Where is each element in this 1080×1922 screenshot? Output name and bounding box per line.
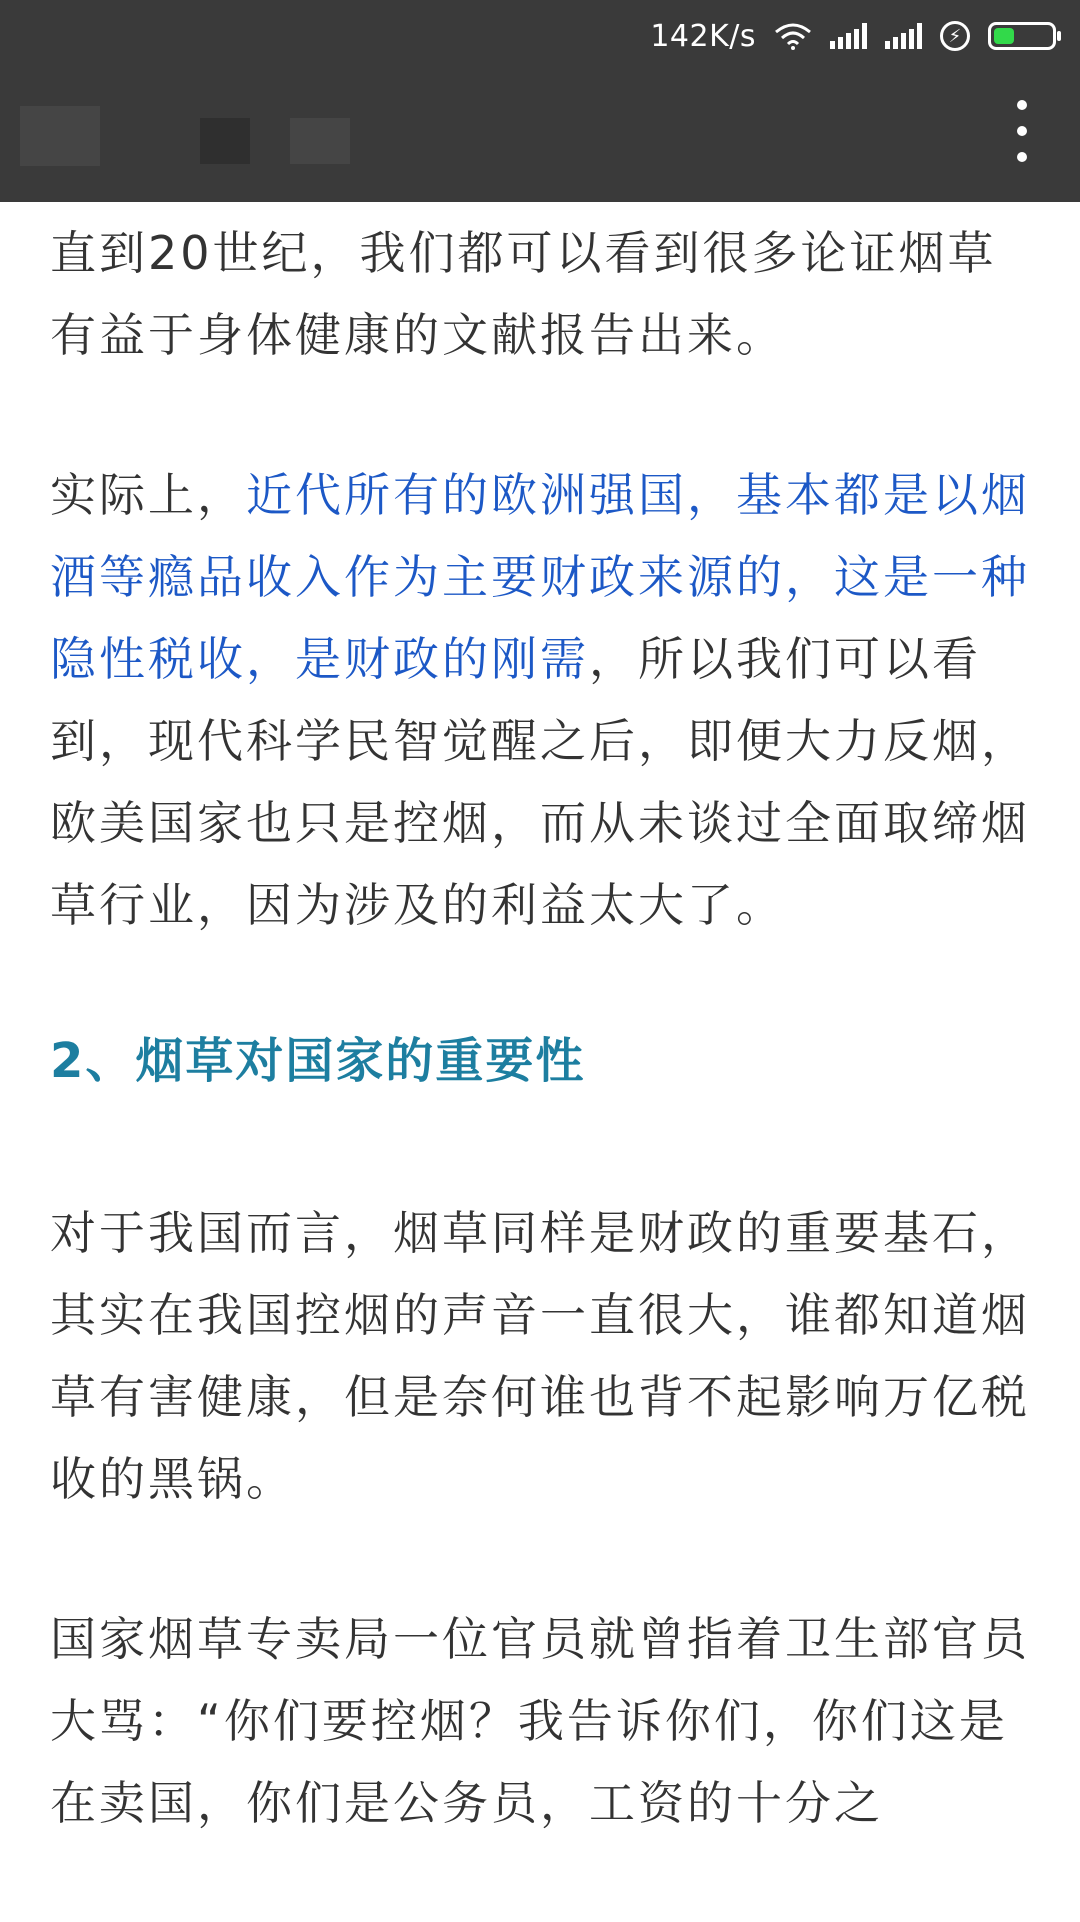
battery-icon xyxy=(988,22,1056,50)
charging-icon: ⚡ xyxy=(940,21,970,51)
signal-icon xyxy=(830,23,867,49)
network-speed: 142K/s xyxy=(650,18,756,54)
status-bar xyxy=(650,12,1056,60)
paragraph: 对于我国而言，烟草同样是财政的重要基石，其实在我国控烟的声音一直很大，谁都知道烟草有害健康，但是奈何谁也背不起影响万亿税收的黑锅。 xyxy=(50,1206,1030,1506)
paragraph: 国家烟草专卖局一位官员就曾指着卫生部官员大骂：“你们要控烟？我告诉你们，你们这是在卖国，你们是公务员，工资的十分之 xyxy=(50,1612,1030,1830)
paragraph-text: ，所以我们可以看到，现代科学民智觉醒之后，即便大力反烟，欧美国家也只是控烟，而从未谈过全面取缔烟草行业，因为涉及的利益太大了。 xyxy=(50,632,1030,932)
article-body xyxy=(50,212,1030,1922)
highlighted-link[interactable]: 近代所有的欧洲强国，基本都是以烟酒等瘾品收入作为主要财政来源的，这是一种隐性税收，是财政的刚需 xyxy=(50,468,1030,686)
paragraph xyxy=(50,454,1030,946)
section-heading: 2、烟草对国家的重要性 xyxy=(50,1033,586,1089)
wifi-icon xyxy=(774,22,812,50)
battery-level xyxy=(994,28,1014,44)
more-vertical-icon[interactable] xyxy=(1010,100,1034,162)
blurred-toolbar-title xyxy=(0,96,600,186)
paragraph-text: 实际上， xyxy=(50,468,246,522)
signal-icon xyxy=(885,23,922,49)
paragraph: 直到20世纪，我们都可以看到很多论证烟草有益于身体健康的文献报告出来。 xyxy=(50,226,997,362)
top-app-bar xyxy=(0,0,1080,202)
